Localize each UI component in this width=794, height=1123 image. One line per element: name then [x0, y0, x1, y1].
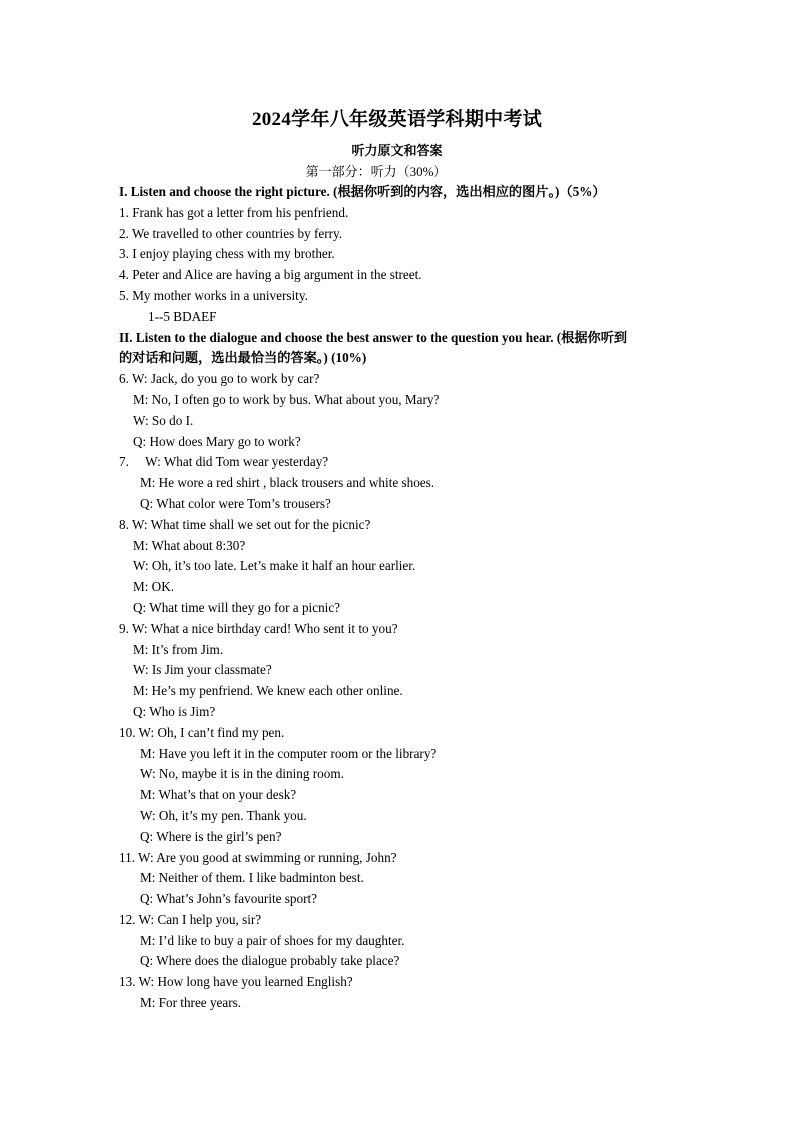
content-block	[119, 182, 699, 1014]
q6-line: 6. W: Jack, do you go to work by car?	[119, 371, 320, 387]
section1-item: 3. I enjoy playing chess with my brother.	[119, 246, 335, 262]
q12-line: M: I’d like to buy a pair of shoes for my daughter.	[140, 932, 405, 948]
q9-line: 9. W: What a nice birthday card! Who sent it to you?	[119, 620, 398, 636]
q11-line: 11. W: Are you good at swimming or running, John?	[119, 849, 397, 865]
section2-heading-line1: II. Listen to the dialogue and choose the best answer to the question you hear. (根据你听到	[119, 329, 628, 345]
q8-line: M: What about 8:30?	[133, 537, 246, 553]
q10-line: W: Oh, it’s my pen. Thank you.	[140, 807, 307, 823]
section2-heading-line2: 的对话和问题，选出最恰当的答案。) (10%)	[119, 350, 367, 366]
part-heading: 第一部分：听力（30%）	[305, 164, 447, 179]
q7-line: 7. W: What did Tom wear yesterday?	[119, 454, 329, 470]
document-title: 2024学年八年级英语学科期中考试	[251, 109, 543, 130]
q10-line: W: No, maybe it is in the dining room.	[140, 766, 344, 782]
q8-line: W: Oh, it’s too late. Let’s make it half an hour earlier.	[133, 558, 416, 574]
q10-line: Q: Where is the girl’s pen?	[140, 828, 282, 844]
document-subtitle: 听力原文和答案	[351, 143, 443, 158]
q9-line: M: It’s from Jim.	[133, 641, 224, 657]
q12-line: Q: Where does the dialogue probably take place?	[140, 953, 400, 969]
q13-line: M: For three years.	[140, 995, 242, 1011]
q6-line: W: So do I.	[133, 412, 194, 428]
q8-line: M: OK.	[133, 579, 175, 595]
q9-line: W: Is Jim your classmate?	[133, 662, 272, 678]
q9-line: M: He’s my penfriend. We knew each other online.	[133, 683, 403, 699]
section1-item: 5. My mother works in a university.	[119, 287, 308, 303]
q7-line: M: He wore a red shirt , black trousers and white shoes.	[140, 475, 435, 491]
section1-item: 1. Frank has got a letter from his penfriend.	[119, 204, 349, 220]
q12-line: 12. W: Can I help you, sir?	[119, 911, 262, 927]
q6-line: Q: How does Mary go to work?	[133, 433, 301, 449]
section1-answer: 1--5 BDAEF	[148, 308, 217, 324]
q7-line: Q: What color were Tom’s trousers?	[140, 495, 331, 511]
q10-line: M: Have you left it in the computer room or the library?	[140, 745, 437, 761]
section1-heading: I. Listen and choose the right picture. (根据你听到的内容，选出相应的图片。)（5%）	[119, 184, 606, 199]
q9-line: Q: Who is Jim?	[133, 703, 216, 719]
q8-line: 8. W: What time shall we set out for the picnic?	[119, 516, 371, 532]
q8-line: Q: What time will they go for a picnic?	[133, 599, 341, 615]
section1-item: 2. We travelled to other countries by ferry.	[119, 225, 343, 241]
q11-line: Q: What’s John’s favourite sport?	[140, 891, 318, 907]
section1-item: 4. Peter and Alice are having a big argument in the street.	[119, 267, 422, 283]
q13-line: 13. W: How long have you learned English?	[119, 974, 353, 990]
q11-line: M: Neither of them. I like badminton best.	[140, 870, 364, 886]
q6-line: M: No, I often go to work by bus. What about you, Mary?	[133, 391, 440, 407]
q10-line: M: What’s that on your desk?	[140, 787, 297, 803]
q10-line: 10. W: Oh, I can’t find my pen.	[119, 724, 285, 740]
